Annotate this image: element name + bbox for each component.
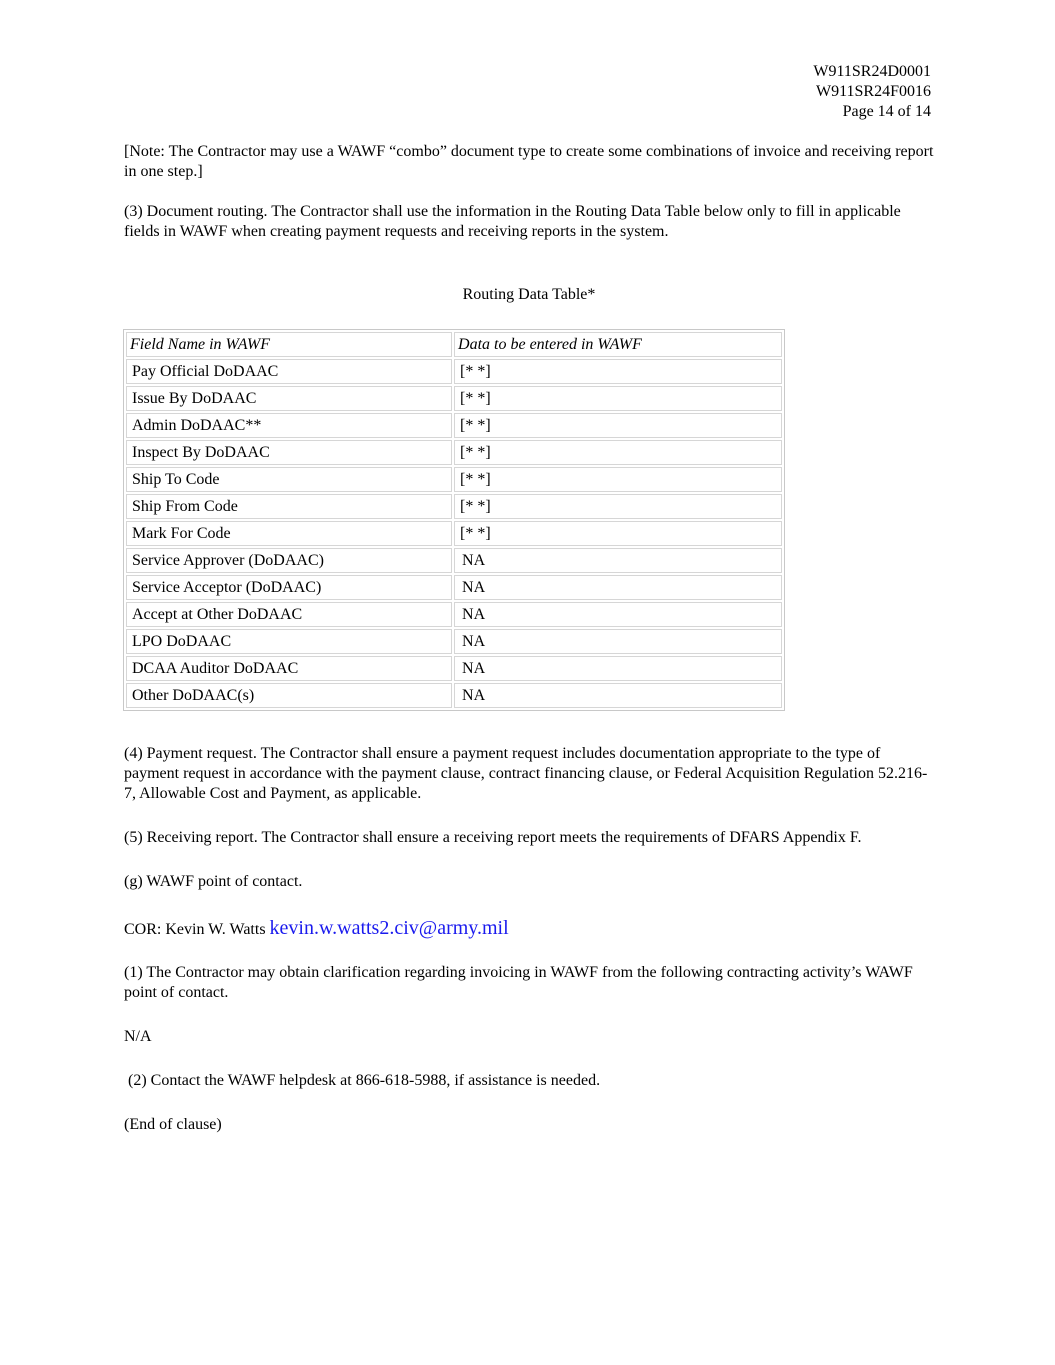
combo-note: [Note: The Contractor may use a WAWF “combo” document type to create some combinations of invoice and receiving report in one step.]	[124, 143, 934, 180]
document-routing-paragraph: (3) Document routing. The Contractor shall use the information in the Routing Data Table below only to fill in applicable fields in WAWF when creating payment requests and receiving reports in the system.	[124, 203, 901, 240]
payment-request-paragraph: (4) Payment request. The Contractor shall ensure a payment request includes documentation appropriate to the type of payment request in accordance with the payment clause, contract financing clause, or Federal Acquisition Regulation 52.216-7, Allowable Cost and Payment, as applicable.	[124, 745, 928, 802]
data-value-cell: NA	[454, 548, 782, 573]
table-row	[126, 521, 782, 546]
table-row	[126, 413, 782, 438]
table-row	[126, 602, 782, 627]
field-name-cell: Inspect By DoDAAC	[126, 440, 452, 465]
data-value-cell: [* *]	[454, 386, 782, 411]
field-name-cell: Accept at Other DoDAAC	[126, 602, 452, 627]
na-text: N/A	[124, 1028, 152, 1045]
table-row	[126, 467, 782, 492]
routing-table-title: Routing Data Table*	[462, 286, 596, 303]
end-of-clause: (End of clause)	[124, 1116, 222, 1133]
data-value-cell: [* *]	[454, 440, 782, 465]
table-header-row	[126, 332, 782, 357]
order-number: W911SR24F0016	[816, 83, 931, 100]
field-name-cell: DCAA Auditor DoDAAC	[126, 656, 452, 681]
data-value-cell: NA	[454, 575, 782, 600]
field-name-cell: Service Approver (DoDAAC)	[126, 548, 452, 573]
table-row	[126, 494, 782, 519]
data-value-cell: NA	[454, 683, 782, 708]
poc-heading: (g) WAWF point of contact.	[124, 873, 303, 890]
table-row	[126, 656, 782, 681]
field-name-cell: LPO DoDAAC	[126, 629, 452, 654]
field-name-cell: Ship From Code	[126, 494, 452, 519]
field-name-cell: Admin DoDAAC**	[126, 413, 452, 438]
page-number: Page 14 of 14	[842, 103, 931, 120]
data-value-cell: [* *]	[454, 521, 782, 546]
data-value-cell: NA	[454, 602, 782, 627]
table-row	[126, 575, 782, 600]
clarification-paragraph: (1) The Contractor may obtain clarification regarding invoicing in WAWF from the following contracting activity’s WAWF point of contact.	[124, 964, 913, 1001]
table-row	[126, 359, 782, 384]
table-row	[126, 440, 782, 465]
table-row	[126, 629, 782, 654]
table-row	[126, 683, 782, 708]
table-row	[126, 548, 782, 573]
helpdesk-paragraph: (2) Contact the WAWF helpdesk at 866-618-5988, if assistance is needed.	[124, 1072, 601, 1089]
data-value-cell: [* *]	[454, 359, 782, 384]
page-header	[813, 62, 931, 122]
field-name-cell: Other DoDAAC(s)	[126, 683, 452, 708]
data-value-cell: [* *]	[454, 413, 782, 438]
cor-line	[124, 916, 934, 942]
contract-number: W911SR24D0001	[813, 63, 931, 80]
receiving-report-paragraph: (5) Receiving report. The Contractor shall ensure a receiving report meets the requirements of DFARS Appendix F.	[124, 829, 862, 846]
cor-email-link[interactable]: kevin.w.watts2.civ@army.mil	[269, 917, 509, 939]
field-name-cell: Ship To Code	[126, 467, 452, 492]
column-header-field: Field Name in WAWF	[126, 332, 452, 357]
field-name-cell: Pay Official DoDAAC	[126, 359, 452, 384]
field-name-cell: Mark For Code	[126, 521, 452, 546]
column-header-data: Data to be entered in WAWF	[454, 332, 782, 357]
data-value-cell: NA	[454, 629, 782, 654]
cor-label: COR: Kevin W. Watts	[124, 921, 270, 938]
routing-data-table	[123, 329, 785, 711]
data-value-cell: [* *]	[454, 467, 782, 492]
field-name-cell: Service Acceptor (DoDAAC)	[126, 575, 452, 600]
data-value-cell: NA	[454, 656, 782, 681]
field-name-cell: Issue By DoDAAC	[126, 386, 452, 411]
data-value-cell: [* *]	[454, 494, 782, 519]
table-row	[126, 386, 782, 411]
